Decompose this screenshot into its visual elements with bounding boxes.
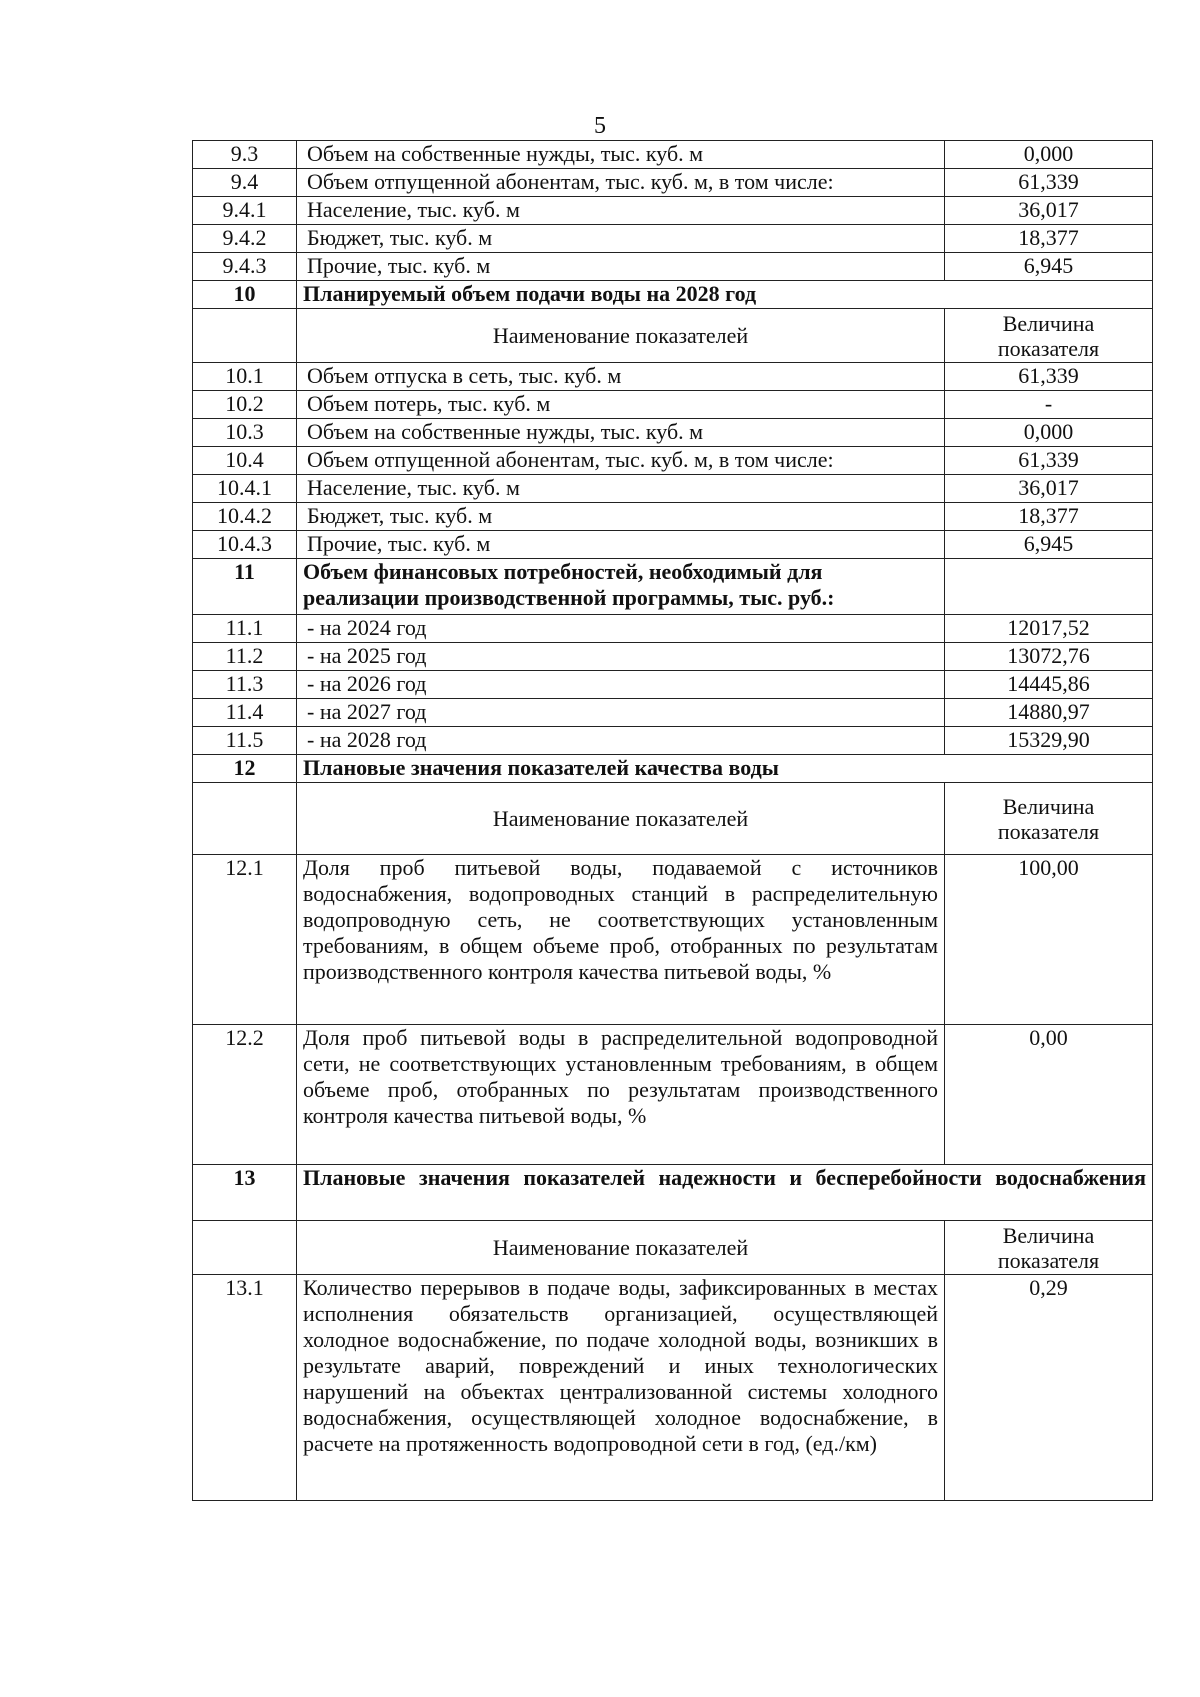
section-title: Плановые значения показателей качества воды: [297, 755, 1153, 783]
section-12-title-row: [193, 755, 1153, 783]
table-row: [193, 643, 1153, 671]
row-value: 18,377: [945, 225, 1153, 253]
row-value: 6,945: [945, 253, 1153, 281]
table-row: [193, 855, 1153, 1025]
row-value: -: [945, 391, 1153, 419]
row-name: Объем на собственные нужды, тыс. куб. м: [297, 141, 945, 169]
row-value: 14445,86: [945, 671, 1153, 699]
row-name: Объем на собственные нужды, тыс. куб. м: [297, 419, 945, 447]
section-number: 13: [193, 1165, 297, 1221]
row-number: 11.3: [193, 671, 297, 699]
section-title: Плановые значения показателей надежности и бесперебойности водоснабжения: [303, 1165, 1146, 1190]
table-row: [193, 363, 1153, 391]
row-number: 11.4: [193, 699, 297, 727]
row-number: 12.2: [193, 1025, 297, 1165]
table-row: [193, 141, 1153, 169]
row-value: 0,000: [945, 419, 1153, 447]
table-row: [193, 727, 1153, 755]
header-name: Наименование показателей: [297, 309, 945, 363]
row-name: Объем отпуска в сеть, тыс. куб. м: [297, 363, 945, 391]
section-number: 10: [193, 281, 297, 309]
section-title: Объем финансовых потребностей, необходимый для реализации производственной программы, тыс. руб.:: [297, 559, 945, 615]
section-title: Планируемый объем подачи воды на 2028 год: [297, 281, 1153, 309]
section-13-header-row: [193, 1221, 1153, 1275]
page-number: 5: [594, 113, 606, 139]
table-row: [193, 475, 1153, 503]
header-value: Величина показателя: [945, 1221, 1153, 1275]
row-name: Прочие, тыс. куб. м: [297, 531, 945, 559]
row-number: 10.1: [193, 363, 297, 391]
row-number: 10.2: [193, 391, 297, 419]
section-number: 11: [193, 559, 297, 615]
row-value: 18,377: [945, 503, 1153, 531]
row-number: 11.1: [193, 615, 297, 643]
row-name: Бюджет, тыс. куб. м: [297, 225, 945, 253]
row-name: - на 2025 год: [297, 643, 945, 671]
row-number: 9.4.3: [193, 253, 297, 281]
section-value-empty: [945, 559, 1153, 615]
row-name: Объем отпущенной абонентам, тыс. куб. м, в том числе:: [297, 169, 945, 197]
row-value: 15329,90: [945, 727, 1153, 755]
row-value: 13072,76: [945, 643, 1153, 671]
row-name: Количество перерывов в подаче воды, зафиксированных в местах исполнения обязательств организацией, осуществляющей холодное водоснабжение, по подаче холодной воды, возникших в результате аварий, повреждений и иных технологических нарушений на объектах централизованной системы холодного водоснабжения, осуществляющей холодное водоснабжение, в расчете на протяженность водопроводной сети в год, (ед./км): [297, 1275, 945, 1501]
header-value: Величина показателя: [945, 783, 1153, 855]
indicators-table: [192, 140, 1153, 1501]
table-row: [193, 391, 1153, 419]
header-empty-cell: [193, 783, 297, 855]
table-row: [193, 1025, 1153, 1165]
row-number: 9.4.1: [193, 197, 297, 225]
row-value: 36,017: [945, 475, 1153, 503]
table-row: [193, 253, 1153, 281]
header-name: Наименование показателей: [297, 1221, 945, 1275]
table-row: [193, 1275, 1153, 1501]
row-value: 61,339: [945, 447, 1153, 475]
row-value: 100,00: [945, 855, 1153, 1025]
table-row: [193, 531, 1153, 559]
section-title-cell: [297, 1165, 1153, 1221]
row-number: 10.3: [193, 419, 297, 447]
row-name: Доля проб питьевой воды в распределительной водопроводной сети, не соответствующих установленным требованиям, в общем объеме проб, отобранных по результатам производственного контроля качества питьевой воды, %: [297, 1025, 945, 1165]
row-number: 11.5: [193, 727, 297, 755]
row-name: Прочие, тыс. куб. м: [297, 253, 945, 281]
table-row: [193, 615, 1153, 643]
section-13-title-row: [193, 1165, 1153, 1221]
table-row: [193, 169, 1153, 197]
table-row: [193, 419, 1153, 447]
row-number: 10.4.1: [193, 475, 297, 503]
row-value: 61,339: [945, 363, 1153, 391]
header-name: Наименование показателей: [297, 783, 945, 855]
row-value: 12017,52: [945, 615, 1153, 643]
table-row: [193, 671, 1153, 699]
section-12-header-row: [193, 783, 1153, 855]
row-value: 0,00: [945, 1025, 1153, 1165]
header-empty-cell: [193, 1221, 297, 1275]
row-number: 11.2: [193, 643, 297, 671]
row-name: - на 2024 год: [297, 615, 945, 643]
section-10-header-row: [193, 309, 1153, 363]
row-number: 9.3: [193, 141, 297, 169]
row-number: 9.4.2: [193, 225, 297, 253]
row-number: 12.1: [193, 855, 297, 1025]
row-value: 0,29: [945, 1275, 1153, 1501]
row-value: 14880,97: [945, 699, 1153, 727]
row-number: 10.4.2: [193, 503, 297, 531]
row-name: Население, тыс. куб. м: [297, 475, 945, 503]
row-name: Доля проб питьевой воды, подаваемой с источников водоснабжения, водопроводных станций в распределительную водопроводную сеть, не соответствующих установленным требованиям, в общем объеме проб, отобранных по результатам производственного контроля качества питьевой воды, %: [297, 855, 945, 1025]
table-row: [193, 447, 1153, 475]
row-value: 36,017: [945, 197, 1153, 225]
row-name: Объем потерь, тыс. куб. м: [297, 391, 945, 419]
section-number: 12: [193, 755, 297, 783]
row-value: 6,945: [945, 531, 1153, 559]
table-row: [193, 197, 1153, 225]
header-value: Величина показателя: [945, 309, 1153, 363]
table-row: [193, 225, 1153, 253]
table-row: [193, 699, 1153, 727]
row-name: Бюджет, тыс. куб. м: [297, 503, 945, 531]
row-number: 10.4.3: [193, 531, 297, 559]
table-row: [193, 503, 1153, 531]
row-number: 9.4: [193, 169, 297, 197]
row-name: - на 2027 год: [297, 699, 945, 727]
header-empty-cell: [193, 309, 297, 363]
section-11-title-row: [193, 559, 1153, 615]
row-number: 10.4: [193, 447, 297, 475]
row-number: 13.1: [193, 1275, 297, 1501]
row-name: Объем отпущенной абонентам, тыс. куб. м, в том числе:: [297, 447, 945, 475]
row-name: Население, тыс. куб. м: [297, 197, 945, 225]
row-name: - на 2026 год: [297, 671, 945, 699]
row-value: 0,000: [945, 141, 1153, 169]
row-value: 61,339: [945, 169, 1153, 197]
section-10-title-row: [193, 281, 1153, 309]
row-name: - на 2028 год: [297, 727, 945, 755]
